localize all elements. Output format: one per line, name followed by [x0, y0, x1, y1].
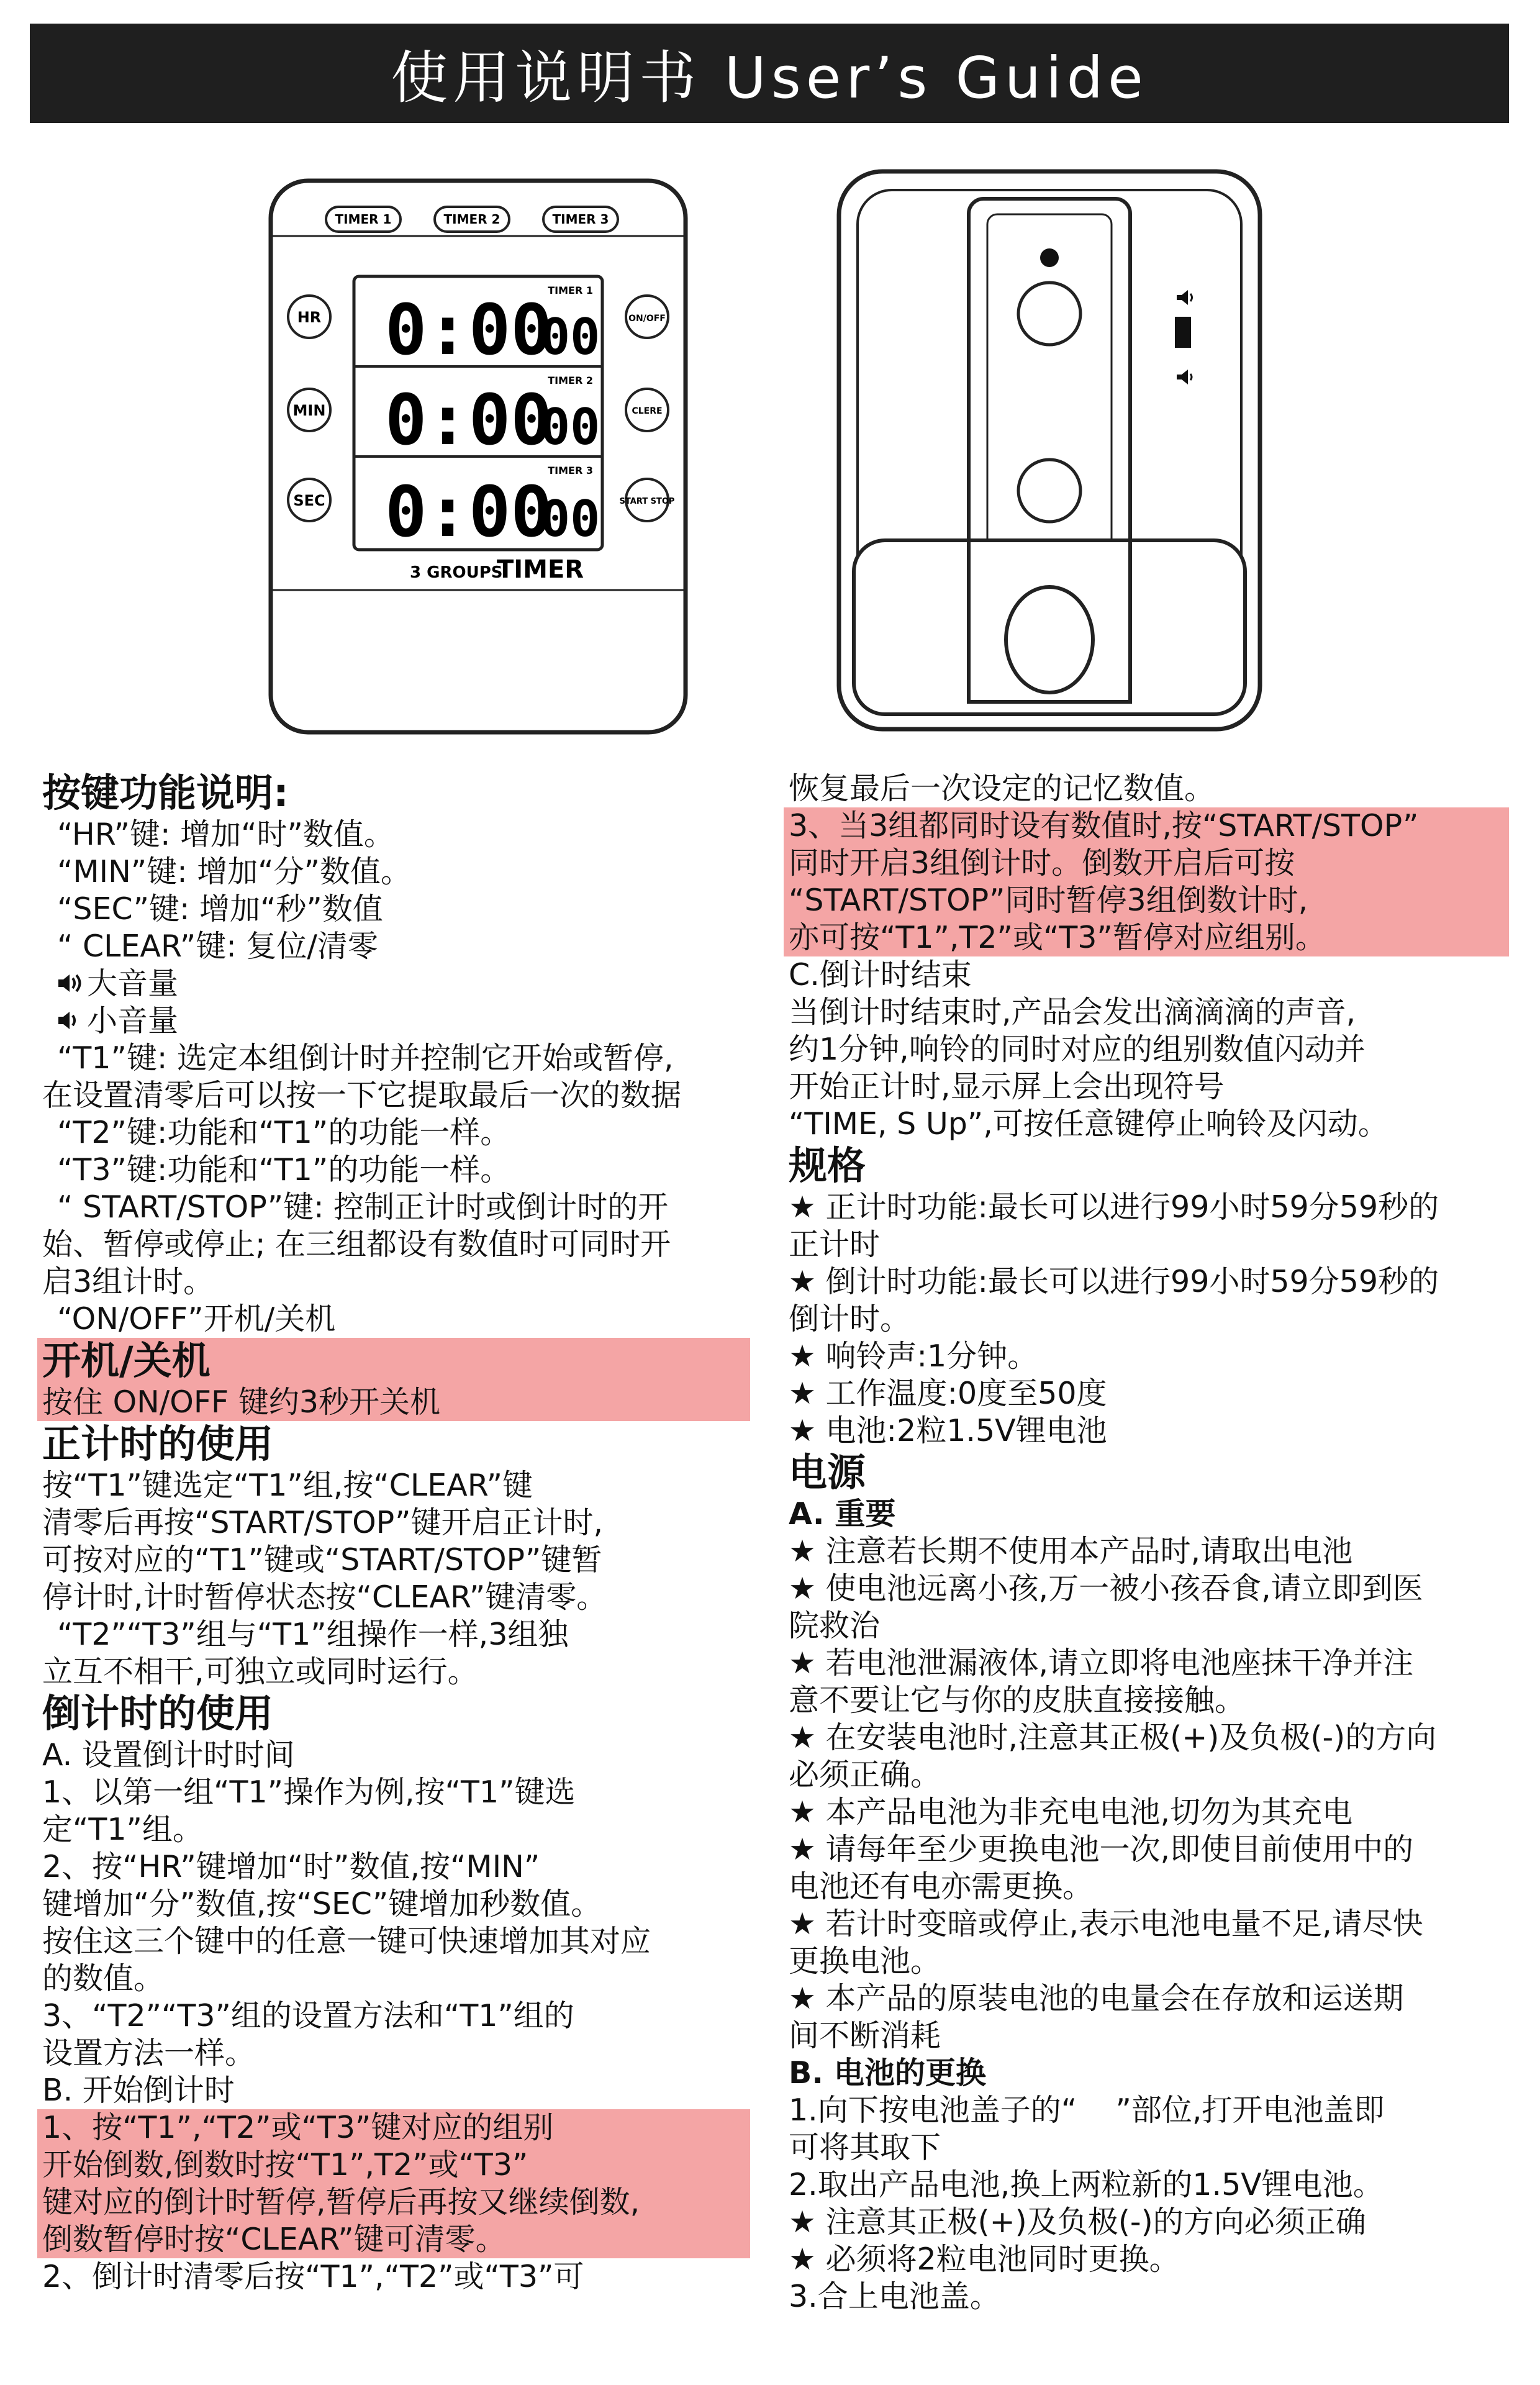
- page-title: 使用说明书 User’s Guide: [391, 45, 1148, 111]
- left-text-line: 3、“T2”“T3”组的设置方法和“T1”组的: [42, 1998, 574, 2033]
- page-header: [30, 24, 1509, 123]
- stand-notch-icon: [1006, 587, 1093, 693]
- left-text-line: 按“T1”键选定“T1”组,按“CLEAR”键: [42, 1468, 533, 1503]
- left-text-line: 启3组计时。: [42, 1264, 214, 1299]
- left-text-line: “ START/STOP”键: 控制正计时或倒计时的开: [57, 1189, 669, 1225]
- left-text-line: 可按对应的“T1”键或“START/STOP”键暂: [42, 1542, 602, 1578]
- right-text-line: 院救治: [789, 1608, 881, 1643]
- left-buttons: [288, 296, 330, 521]
- left-text-line: “ON/OFF”开机/关机: [57, 1301, 336, 1337]
- right-text-line: ★ 本产品电池为非充电电池,切勿为其充电: [789, 1794, 1353, 1830]
- left-text-line: A. 设置倒计时时间: [42, 1737, 295, 1773]
- right-text-line: 意不要让它与你的皮肤直接接触。: [789, 1683, 1246, 1718]
- left-text-line: 1、按“T1”,“T2”或“T3”键对应的组别: [37, 2109, 750, 2146]
- left-text-line: 2、按“HR”键增加“时”数值,按“MIN”: [42, 1849, 540, 1884]
- right-text-column: [789, 770, 1503, 2315]
- right-text-line: ★ 若电池泄漏液体,请立即将电池座抹干净并注: [789, 1645, 1414, 1681]
- left-text-line: 开始倒数,倒数时按“T1”,T2”或“T3”: [37, 2146, 750, 2184]
- left-text-line: 倒计时的使用: [42, 1691, 274, 1736]
- svg-text:0:00: 0:00: [385, 472, 553, 553]
- left-text-line: “ CLEAR”键: 复位/清零: [57, 929, 378, 964]
- right-text-line: 2.取出产品电池,换上两粒新的1.5V锂电池。: [789, 2167, 1384, 2202]
- tab-timer-1: TIMER 1: [335, 212, 392, 227]
- right-text-line: 规格: [789, 1143, 866, 1188]
- right-text-line: A. 重要: [789, 1496, 896, 1532]
- left-text-line: 设置方法一样。: [42, 2035, 256, 2071]
- on-off-button: ON/OFF: [628, 314, 666, 324]
- right-text-line: ★ 注意若长期不使用本产品时,请取出电池: [789, 1533, 1353, 1569]
- magnet-icon: [1018, 460, 1080, 522]
- right-text-line: 倒计时。: [789, 1301, 911, 1337]
- left-text-line: “T3”键:功能和“T1”的功能一样。: [57, 1152, 511, 1188]
- right-text-line: 亦可按“T1”,T2”或“T3”暂停对应组别。: [784, 919, 1509, 956]
- right-text-line: ★ 正计时功能:最长可以进行99小时59分59秒的: [789, 1189, 1439, 1225]
- left-text-line: “T2”键:功能和“T1”的功能一样。: [57, 1115, 511, 1150]
- right-text-line: C.倒计时结束: [789, 957, 972, 993]
- right-text-line: 电源: [789, 1450, 866, 1495]
- sec-button: SEC: [293, 492, 325, 509]
- left-text-line: “T1”键: 选定本组倒计时并控制它开始或暂停,: [57, 1040, 674, 1076]
- device-caption-small: 3 GROUPS: [410, 563, 503, 582]
- right-text-line: 1.向下按电池盖子的“ ”部位,打开电池盖即: [789, 2092, 1385, 2128]
- right-text-line: ★ 注意其正极(+)及负极(-)的方向必须正确: [789, 2204, 1366, 2240]
- right-text-line: 当倒计时结束时,产品会发出滴滴滴的声音,: [789, 994, 1356, 1030]
- left-text-line: 立互不相干,可独立或同时运行。: [42, 1654, 478, 1689]
- timer-tabs: [326, 207, 618, 232]
- right-text-line: ★ 电池:2粒1.5V锂电池: [789, 1413, 1107, 1448]
- left-text-line: 按住 ON/OFF 键约3秒开关机: [37, 1384, 750, 1421]
- right-text-line: 间不断消耗: [789, 2018, 941, 2053]
- hr-button: HR: [297, 309, 322, 326]
- start-stop-button: START STOP: [619, 497, 675, 506]
- right-text-line: 电池还有电亦需更换。: [789, 1869, 1094, 1904]
- timer-front-illustration: [267, 177, 689, 736]
- left-text-line: 键对应的倒计时暂停,暂停后再按又继续倒数,: [37, 2184, 750, 2221]
- left-text-line: B. 开始倒计时: [42, 2073, 235, 2108]
- svg-text:TIMER 1: TIMER 1: [548, 284, 593, 296]
- right-text-line: ★ 若计时变暗或停止,表示电池电量不足,请尽快: [789, 1906, 1423, 1942]
- left-text-line: 按住这三个键中的任意一键可快速增加其对应: [42, 1924, 651, 1959]
- device-caption-big: TIMER: [497, 555, 584, 584]
- right-text-line: 更换电池。: [789, 1943, 941, 1979]
- right-text-line: 3、当3组都同时设有数值时,按“START/STOP”: [784, 807, 1509, 845]
- tab-timer-2: TIMER 2: [443, 212, 500, 227]
- right-text-line: 约1分钟,响铃的同时对应的组别数值闪动并: [789, 1032, 1366, 1067]
- left-text-line: “T2”“T3”组与“T1”组操作一样,3组独: [57, 1617, 569, 1652]
- min-button: MIN: [292, 402, 326, 419]
- right-text-line: ★ 在安装电池时,注意其正极(+)及负极(-)的方向: [789, 1720, 1437, 1755]
- left-text-line: 小音量: [42, 1002, 744, 1040]
- right-text-line: 3.合上电池盖。: [789, 2279, 1000, 2314]
- left-text-line: 倒数暂停时按“CLEAR”键可清零。: [37, 2221, 750, 2258]
- right-text-line: ★ 使电池远离小孩,万一被小孩吞食,请立即到医: [789, 1571, 1423, 1606]
- right-text-line: ★ 请每年至少更换电池一次,即使目前使用中的: [789, 1832, 1414, 1867]
- svg-text:TIMER 2: TIMER 2: [548, 375, 593, 386]
- right-text-line: ★ 工作温度:0度至50度: [789, 1376, 1107, 1411]
- left-text-column: [42, 770, 744, 2296]
- tab-timer-3: TIMER 3: [552, 212, 609, 227]
- left-text-line: 始、暂停或停止; 在三组都设有数值时可同时开: [42, 1227, 671, 1262]
- left-text-line: “SEC”键: 增加“秒”数值: [57, 891, 383, 927]
- right-text-line: 同时开启3组倒计时。倒数开启后可按: [784, 845, 1509, 882]
- svg-text:TIMER 3: TIMER 3: [548, 465, 593, 476]
- right-text-line: ★ 倒计时功能:最长可以进行99小时59分59秒的: [789, 1264, 1439, 1299]
- svg-text:0:00: 0:00: [385, 380, 553, 461]
- left-text-line: 清零后再按“START/STOP”键开启正计时,: [42, 1505, 604, 1540]
- left-text-line: “MIN”键: 增加“分”数值。: [57, 854, 412, 889]
- left-text-line: 正计时的使用: [42, 1421, 274, 1466]
- right-text-line: ★ 必须将2粒电池同时更换。: [789, 2242, 1180, 2277]
- left-text-line: 大音量: [42, 965, 744, 1002]
- left-text-line: “HR”键: 增加“时”数值。: [57, 817, 394, 852]
- right-text-line: 恢复最后一次设定的记忆数值。: [789, 771, 1215, 806]
- right-text-line: B. 电池的更换: [789, 2055, 987, 2091]
- svg-text:00: 00: [540, 490, 600, 548]
- left-text-line: 键增加“分”数值,按“SEC”键增加秒数值。: [42, 1886, 602, 1922]
- right-text-line: 必须正确。: [789, 1757, 941, 1792]
- svg-text:00: 00: [540, 398, 600, 456]
- right-text-line: “START/STOP”同时暂停3组倒数计时,: [784, 882, 1509, 919]
- volume-high-icon: [57, 965, 87, 1002]
- left-text-line: 按键功能说明:: [42, 770, 289, 815]
- svg-text:0:00: 0:00: [385, 290, 553, 371]
- right-text-line: ★ 响铃声:1分钟。: [789, 1338, 1038, 1374]
- clear-button: CLERE: [632, 406, 663, 416]
- left-text-line: 停计时,计时暂停状态按“CLEAR”键清零。: [42, 1579, 607, 1615]
- left-text-line: 1、以第一组“T1”操作为例,按“T1”键选: [42, 1774, 576, 1810]
- right-text-line: 可将其取下: [789, 2130, 941, 2165]
- hang-hole-icon: [1040, 248, 1059, 267]
- volume-low-icon: [57, 1002, 87, 1040]
- timer-back-illustration: [835, 168, 1264, 733]
- right-text-line: ★ 本产品的原装电池的电量会在存放和运送期: [789, 1981, 1404, 2016]
- right-text-line: 正计时: [789, 1227, 881, 1262]
- left-text-line: 定“T1”组。: [42, 1812, 203, 1847]
- right-text-line: “TIME, S Up”,可按任意键停止响铃及闪动。: [789, 1106, 1388, 1142]
- left-text-line: 2、倒计时清零后按“T1”,“T2”或“T3”可: [42, 2259, 584, 2294]
- right-text-line: 开始正计时,显示屏上会出现符号: [789, 1069, 1225, 1104]
- left-text-line: 的数值。: [42, 1961, 165, 1996]
- magnet-icon: [1018, 283, 1080, 345]
- left-text-line: 在设置清零后可以按一下它提取最后一次的数据: [42, 1078, 682, 1113]
- svg-text:00: 00: [540, 308, 600, 366]
- left-text-line: 开机/关机: [37, 1338, 750, 1384]
